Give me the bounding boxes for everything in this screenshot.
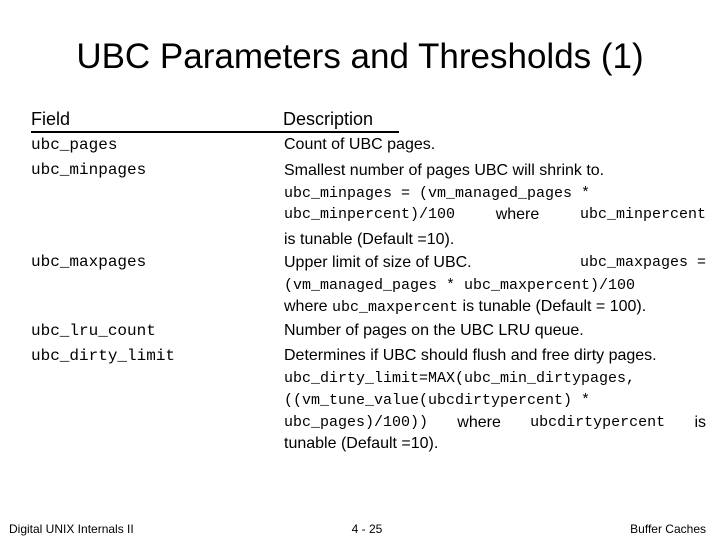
param-name: ubc_maxpercent bbox=[332, 299, 459, 316]
desc-ubc-dirty-limit-line3 bbox=[284, 412, 706, 434]
desc-ubc-pages: Count of UBC pages. bbox=[284, 136, 436, 153]
footer-right: Buffer Caches bbox=[630, 522, 706, 536]
field-ubc-dirty-limit: ubc_dirty_limit bbox=[31, 347, 176, 365]
default-text: is tunable (Default = 100). bbox=[462, 298, 647, 315]
desc-ubc-lru-count: Number of pages on the UBC LRU queue. bbox=[284, 322, 584, 339]
desc-ubc-dirty-limit-summary: Determines if UBC should flush and free dirty pages. bbox=[284, 347, 657, 364]
desc-ubc-dirty-limit-formula-line1: ubc_dirty_limit=MAX(ubc_min_dirtypages, bbox=[284, 370, 636, 387]
desc-ubc-minpages-summary: Smallest number of pages UBC will shrink to. bbox=[284, 162, 605, 179]
field-ubc-pages: ubc_pages bbox=[31, 136, 118, 154]
footer-left: Digital UNIX Internals II bbox=[9, 522, 134, 536]
footer-center: 4 - 25 bbox=[351, 522, 383, 536]
desc-ubc-maxpages-line3 bbox=[284, 296, 646, 319]
desc-ubc-maxpages-line1 bbox=[284, 252, 706, 274]
where-text: where bbox=[457, 414, 501, 431]
is-text: is bbox=[694, 414, 706, 431]
field-ubc-maxpages: ubc_maxpages bbox=[31, 253, 147, 271]
desc-ubc-dirty-limit-default: tunable (Default =10). bbox=[284, 435, 439, 452]
desc-ubc-minpages-line2 bbox=[284, 204, 706, 226]
slide-title: UBC Parameters and Thresholds (1) bbox=[76, 37, 644, 76]
desc-ubc-minpages-default: is tunable (Default =10). bbox=[284, 231, 455, 248]
description-column-header: Description bbox=[277, 107, 399, 133]
formula-text: ubc_maxpages = bbox=[579, 254, 706, 271]
field-ubc-minpages: ubc_minpages bbox=[31, 161, 147, 179]
summary-text: Upper limit of size of UBC. bbox=[284, 254, 472, 271]
desc-ubc-dirty-limit-formula-line2: ((vm_tune_value(ubcdirtypercent) * bbox=[284, 392, 591, 409]
field-ubc-lru-count: ubc_lru_count bbox=[31, 322, 156, 340]
formula-text: ubc_minpercent)/100 bbox=[284, 206, 456, 223]
param-name: ubc_minpercent bbox=[579, 206, 706, 223]
where-text: where bbox=[284, 298, 328, 315]
param-name: ubcdirtypercent bbox=[530, 414, 666, 431]
where-text: where bbox=[495, 206, 540, 223]
formula-text: ubc_pages)/100)) bbox=[284, 414, 429, 431]
desc-ubc-maxpages-formula-line2: (vm_managed_pages * ubc_maxpercent)/100 bbox=[284, 277, 636, 294]
desc-ubc-minpages-formula-line1: ubc_minpages = (vm_managed_pages * bbox=[284, 185, 591, 202]
field-column-header: Field bbox=[31, 107, 277, 133]
